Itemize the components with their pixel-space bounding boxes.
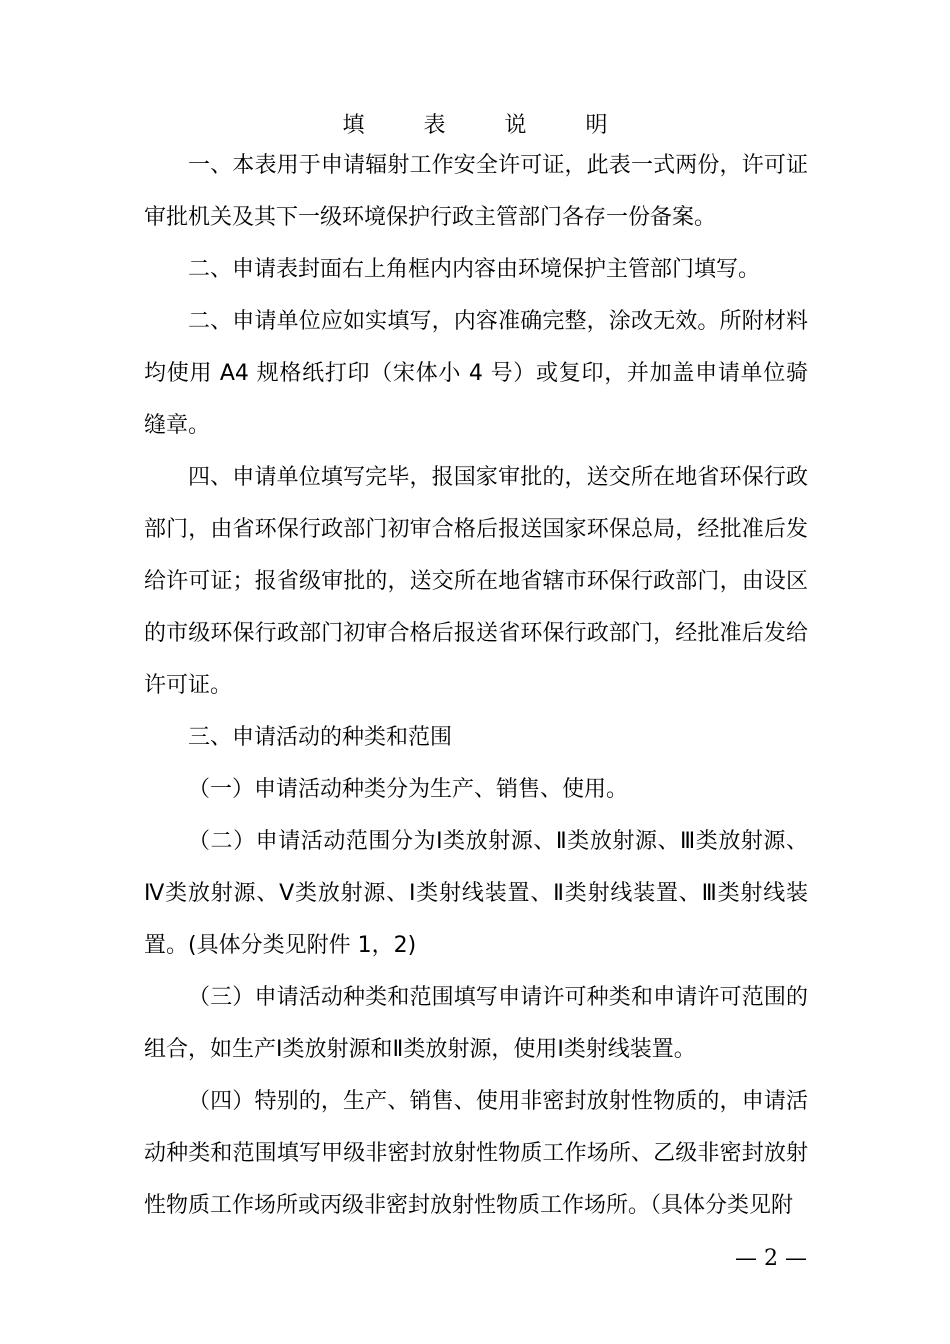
paragraph-3: 二、申请单位应如实填写，内容准确完整，涂改无效。所附材料均使用 A4 规格纸打印（宋体小 4 号）或复印，并加盖申请单位骑缝章。 (144, 309, 808, 438)
page-number: — 2 — (735, 1246, 807, 1271)
subparagraph-2: （二）申请活动范围分为Ⅰ类放射源、Ⅱ类放射源、Ⅲ类放射源、Ⅳ类放射源、Ⅴ类放射源、Ⅰ类射线装置、Ⅱ类射线装置、Ⅲ类射线装置。(具体分类见附件 1，2) (144, 829, 808, 958)
subparagraph-3: （三）申请活动种类和范围填写申请许可种类和申请许可范围的组合，如生产Ⅰ类放射源和Ⅱ类放射源，使用Ⅰ类射线装置。 (144, 985, 808, 1062)
subparagraph-4: （四）特别的，生产、销售、使用非密封放射性物质的，申请活动种类和范围填写甲级非密封放射性物质工作场所、乙级非密封放射性物质工作场所或丙级非密封放射性物质工作场所。（具体分类见附 (144, 1089, 808, 1218)
paragraph-1: 一、本表用于申请辐射工作安全许可证，此表一式两份，许可证审批机关及其下一级环境保护行政主管部门各存一份备案。 (144, 153, 808, 230)
document-body (144, 140, 808, 1232)
paragraph-2: 二、申请表封面右上角框内内容由环境保护主管部门填写。 (188, 257, 761, 282)
page-title: 填 表 说 明 (342, 113, 634, 138)
section-heading-activity: 三、申请活动的种类和范围 (188, 725, 453, 750)
subparagraph-1: （一）申请活动种类分为生产、销售、使用。 (188, 777, 629, 802)
paragraph-4: 四、申请单位填写完毕，报国家审批的，送交所在地省环保行政部门，由省环保行政部门初审合格后报送国家环保总局，经批准后发给许可证；报省级审批的，送交所在地省辖市环保行政部门，由设区的市级环保行政部门初审合格后报送省环保行政部门，经批准后发给许可证。 (144, 465, 808, 698)
